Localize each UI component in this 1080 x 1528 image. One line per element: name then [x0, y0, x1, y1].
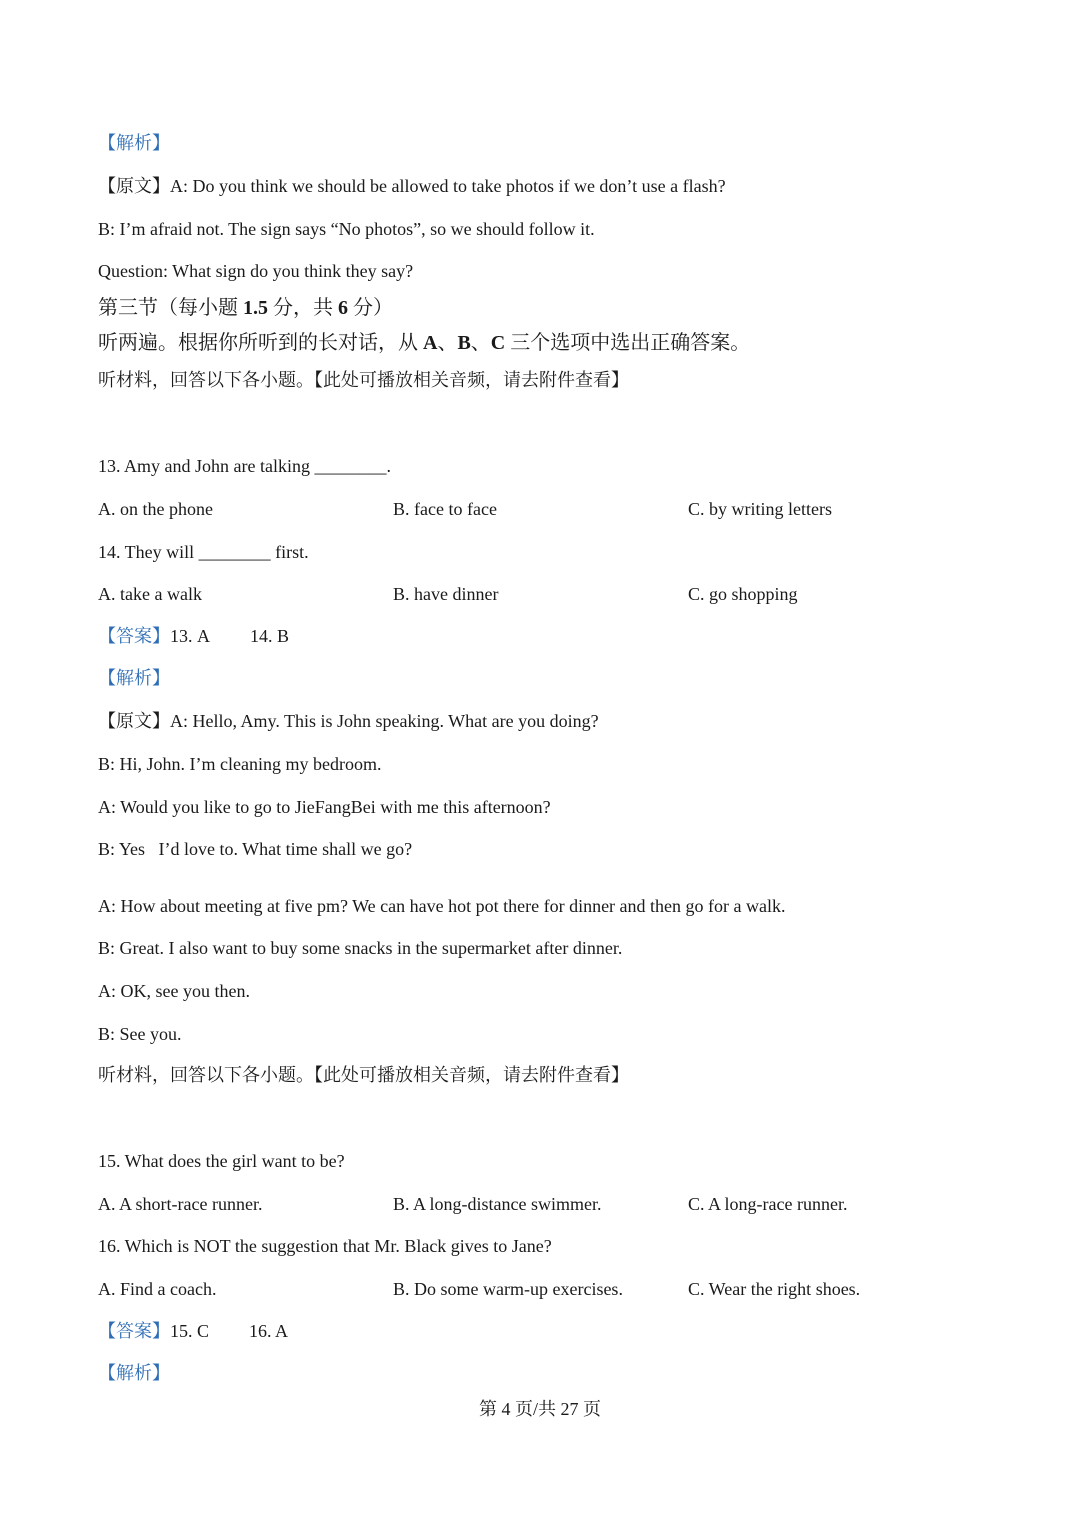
section-instructions — [98, 331, 750, 355]
page-footer: 第 4 页/共 27 页 — [478, 1399, 601, 1419]
question-14: 14. They will ________ first. — [98, 542, 309, 562]
transcript-line: B: Hi, John. I’m cleaning my bedroom. — [98, 754, 382, 774]
answer-13: 13. A — [170, 626, 210, 646]
transcript-line: A: Would you like to go to JieFangBei with me this afternoon? — [98, 797, 551, 817]
answer-line — [98, 624, 289, 648]
question-13: 13. Amy and John are talking ________. — [98, 456, 391, 476]
transcript-line — [98, 709, 599, 733]
transcript-line: B: Great. I also want to buy some snacks in the supermarket after dinner. — [98, 938, 623, 958]
section-title-text: 第三节（每小题 — [98, 297, 243, 319]
instructions-option: C — [490, 332, 506, 354]
transcript-line: B: See you. — [98, 1024, 182, 1044]
transcript-label: 【原文】 — [98, 176, 170, 196]
analysis-label: 【解析】 — [98, 1363, 170, 1383]
section-title — [98, 296, 393, 320]
instructions-text: 、 — [437, 332, 458, 354]
transcript-text: A: Do you think we should be allowed to take photos if we don’t use a flash? — [170, 176, 726, 196]
q13-option-b: B. face to face — [393, 499, 497, 519]
q16-option-b: B. Do some warm-up exercises. — [393, 1279, 623, 1299]
question-16: 16. Which is NOT the suggestion that Mr. Black gives to Jane? — [98, 1236, 552, 1256]
q13-option-c: C. by writing letters — [688, 499, 832, 519]
analysis-label: 【解析】 — [98, 133, 170, 153]
transcript-label: 【原文】 — [98, 711, 170, 731]
listen-note: 听材料，回答以下各小题。【此处可播放相关音频，请去附件查看】 — [98, 370, 629, 390]
transcript-line: B: I’m afraid not. The sign says “No photos”, so we should follow it. — [98, 219, 595, 239]
answer-15: 15. C — [170, 1321, 210, 1341]
q16-option-c: C. Wear the right shoes. — [688, 1279, 861, 1299]
answer-label: 【答案】 — [98, 626, 170, 646]
answer-16: 16. A — [249, 1321, 289, 1341]
analysis-label: 【解析】 — [98, 668, 170, 688]
instructions-text: 三个选项中选出正确答案。 — [505, 332, 751, 354]
section-title-points: 1.5 — [243, 297, 268, 319]
q15-option-b: B. A long-distance swimmer. — [393, 1194, 602, 1214]
instructions-text: 听两遍。根据你所听到的长对话，从 — [98, 332, 423, 354]
transcript-text: A: Hello, Amy. This is John speaking. What are you doing? — [170, 711, 599, 731]
answer-label: 【答案】 — [98, 1321, 170, 1341]
answer-line — [98, 1319, 288, 1343]
instructions-option: B — [457, 332, 471, 354]
answer-14: 14. B — [250, 626, 290, 646]
listen-note: 听材料，回答以下各小题。【此处可播放相关音频，请去附件查看】 — [98, 1065, 629, 1085]
q15-option-c: C. A long-race runner. — [688, 1194, 848, 1214]
section-title-text: 分） — [348, 297, 393, 319]
q13-option-a: A. on the phone — [98, 499, 213, 519]
q14-option-a: A. take a walk — [98, 584, 202, 604]
q14-option-b: B. have dinner — [393, 584, 499, 604]
q14-option-c: C. go shopping — [688, 584, 798, 604]
transcript-line: A: OK, see you then. — [98, 981, 250, 1001]
transcript-line — [98, 174, 726, 198]
q15-option-a: A. A short-race runner. — [98, 1194, 263, 1214]
section-title-text: 分，共 — [268, 297, 338, 319]
section-title-total: 6 — [338, 297, 348, 319]
q16-option-a: A. Find a coach. — [98, 1279, 217, 1299]
instructions-option: A — [423, 332, 438, 354]
instructions-text: 、 — [470, 332, 491, 354]
transcript-line: A: How about meeting at five pm? We can have hot pot there for dinner and then go for a walk. — [98, 896, 786, 916]
transcript-line: B: Yes I’d love to. What time shall we go? — [98, 839, 413, 859]
transcript-question: Question: What sign do you think they say? — [98, 261, 414, 281]
question-15: 15. What does the girl want to be? — [98, 1151, 345, 1171]
